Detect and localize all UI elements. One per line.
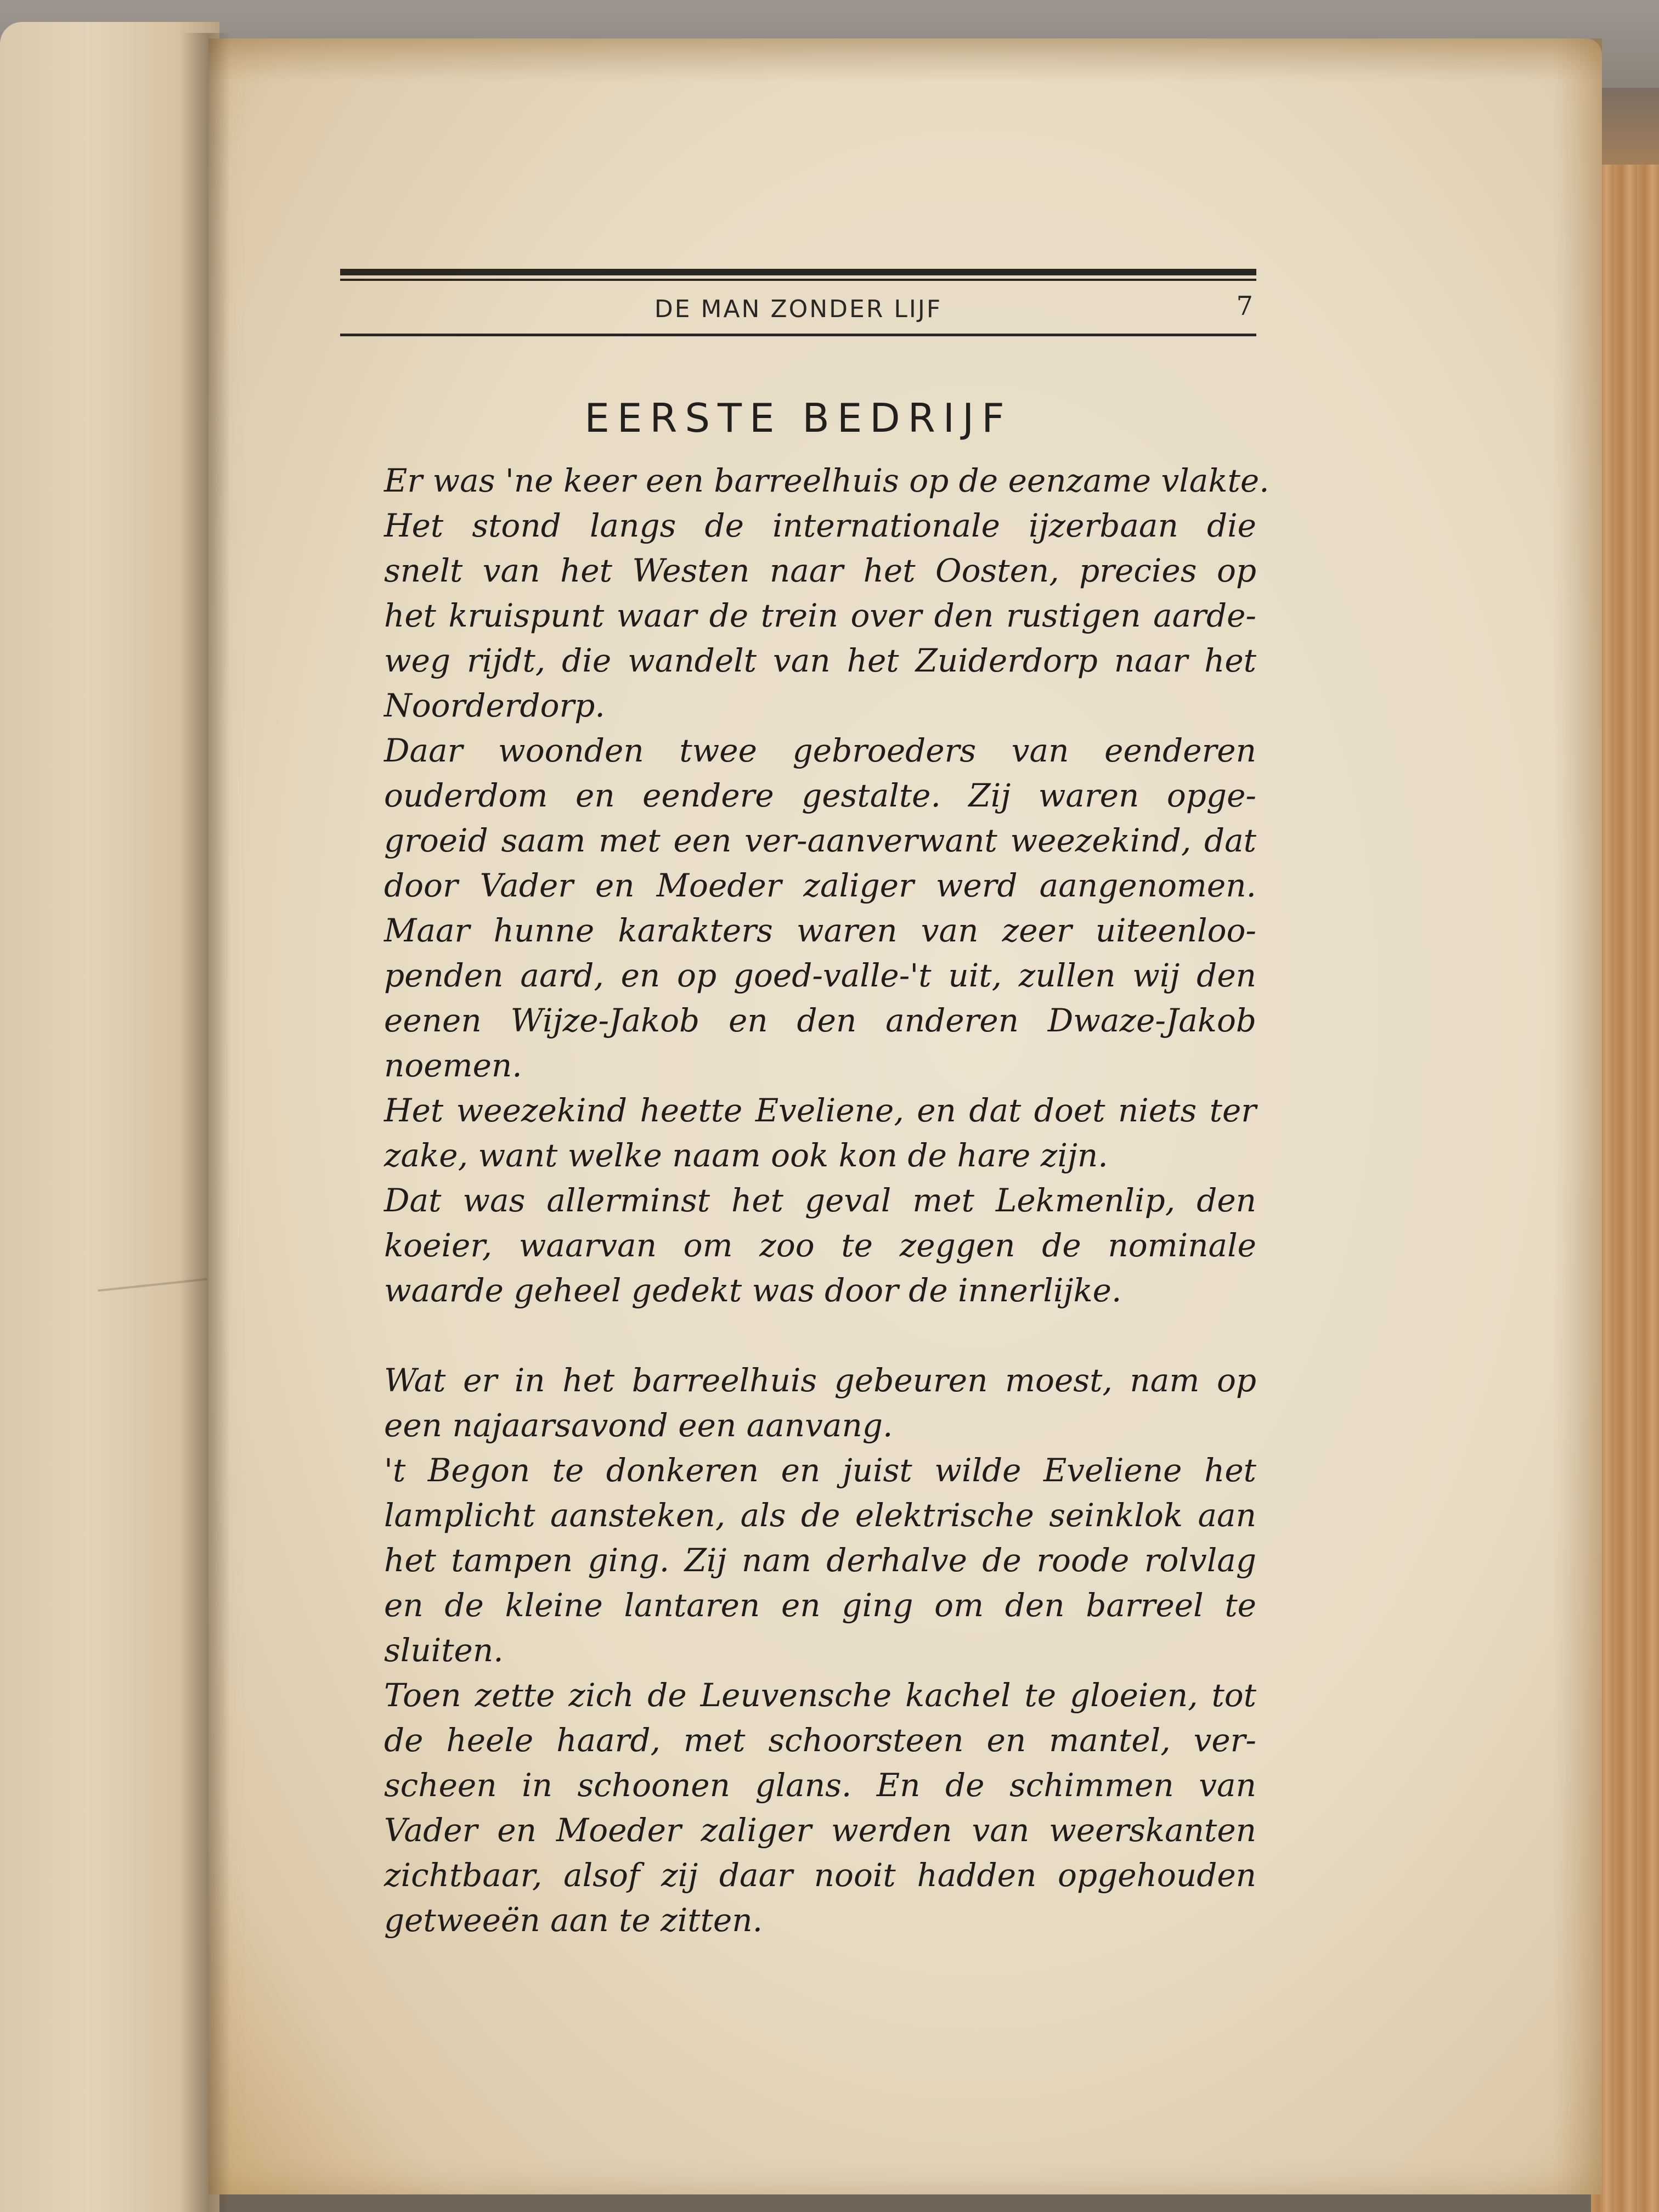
text-line: Noorderdorp.: [384, 687, 605, 724]
header-row: [340, 281, 1256, 334]
text-line: het tampen ging. Zij nam derhalve de roode rolvlag: [384, 1542, 1256, 1579]
page-number: 7: [1236, 291, 1253, 321]
text-line: koeier, waarvan om zoo te zeggen de nominale: [384, 1227, 1256, 1264]
text-line: Toen zette zich de Leuvensche kachel te gloeien, tot: [384, 1677, 1256, 1714]
text-line: sluiten.: [384, 1632, 504, 1669]
text-line: zake, want welke naam ook kon de hare zijn.: [384, 1137, 1108, 1174]
text-line: Vader en Moeder zaliger werden van weerskanten: [384, 1812, 1256, 1849]
header-rule-bottom: [340, 334, 1256, 336]
text-line: eenen Wijze-Jakob en den anderen Dwaze-Jakob: [384, 1002, 1256, 1039]
text-line: ouderdom en eendere gestalte. Zij waren opge-: [384, 777, 1256, 814]
text-line: Het stond langs de internationale ijzerbaan die: [384, 507, 1256, 544]
text-line: getweeën aan te zitten.: [384, 1901, 763, 1939]
page-edge-stain-top: [208, 38, 1602, 82]
text-line: weg rijdt, die wandelt van het Zuiderdorp naar het: [384, 642, 1256, 679]
header-rule-thick: [340, 269, 1256, 275]
text-line: Er was 'ne keer een barreelhuis op de eenzame vlakte.: [384, 462, 1269, 499]
text-line: Daar woonden twee gebroeders van eenderen: [384, 732, 1256, 769]
text-line: Maar hunne karakters waren van zeer uiteenloo-: [384, 912, 1256, 949]
text-line: door Vader en Moeder zaliger werd aangenomen.: [384, 867, 1256, 904]
text-line: snelt van het Westen naar het Oosten, precies op: [384, 552, 1256, 589]
book-gutter-shadow: [181, 33, 230, 2212]
body-text: [384, 458, 1269, 1943]
text-line: en de kleine lantaren en ging om den barreel te: [384, 1587, 1256, 1624]
running-title: DE MAN ZONDER LIJF: [654, 295, 943, 323]
text-line: de heele haard, met schoorsteen en mantel, ver-: [384, 1722, 1256, 1759]
text-line: Dat was allerminst het geval met Lekmenlip, den: [384, 1182, 1256, 1219]
text-line: het kruispunt waar de trein over den rustigen aarde-: [384, 597, 1256, 634]
text-line: scheen in schoonen glans. En de schimmen van: [384, 1767, 1256, 1804]
text-line: groeid saam met een ver-aanverwant weezekind, dat: [384, 822, 1256, 859]
text-line: 't Begon te donkeren en juist wilde Eveliene het: [384, 1452, 1256, 1489]
text-line: Het weezekind heette Eveliene, en dat doet niets ter: [384, 1092, 1256, 1129]
text-line: Wat er in het barreelhuis gebeuren moest, nam op: [384, 1362, 1256, 1399]
paragraph-gap: [384, 1313, 1256, 1358]
text-line: lamplicht aansteken, als de elektrische seinklok aan: [384, 1497, 1256, 1534]
text-line: zichtbaar, alsof zij daar nooit hadden opgehouden: [384, 1857, 1256, 1894]
chapter-title: EERSTE BEDRIJF: [584, 395, 1012, 441]
page-edge-stain-right: [1553, 38, 1602, 2194]
text-line: noemen.: [384, 1047, 522, 1084]
text-line: waarde geheel gedekt was door de innerlijke.: [384, 1272, 1122, 1309]
text-line: penden aard, en op goed-valle-'t uit, zullen wij den: [384, 957, 1256, 994]
text-line: een najaarsavond een aanvang.: [384, 1407, 893, 1444]
running-header: [340, 269, 1256, 336]
